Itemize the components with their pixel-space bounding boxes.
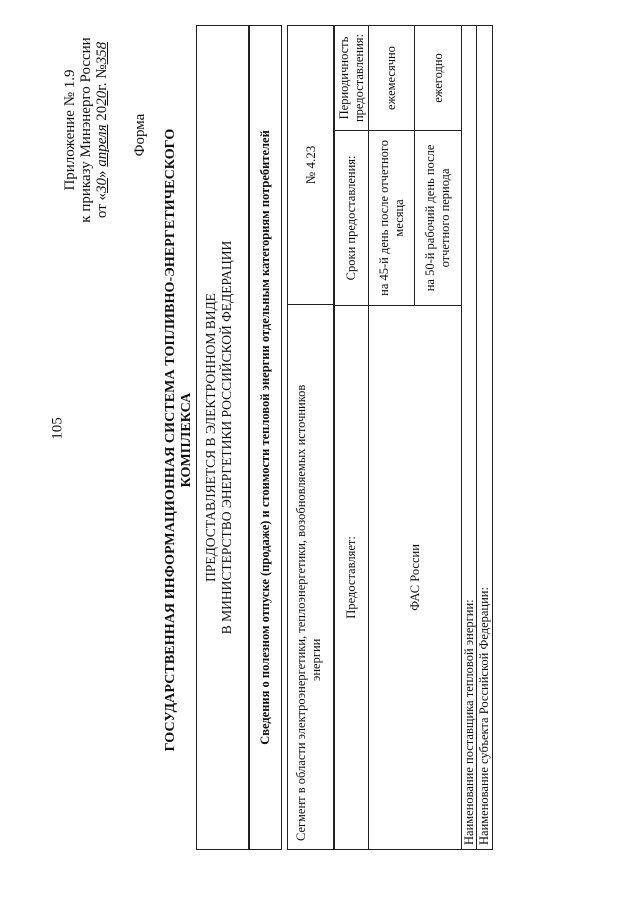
period-cell: ежегодно (415, 26, 462, 131)
header-period: Периодичность предоставления: (335, 26, 369, 131)
page-number: 105 (49, 417, 66, 440)
order-month: апреля (94, 124, 110, 167)
order-year: 20 (94, 90, 110, 106)
info-title: Сведения о полезном отпуске (продаже) и стоимости тепловой энергии отдельным категориям потребителей (258, 130, 272, 745)
table-header-row (335, 26, 369, 850)
appendix-line1: Приложение № 1.9 (62, 69, 78, 191)
period-cell: ежемесячно (369, 26, 415, 131)
submission-line1: ПРЕДОСТАВЛЯЕТСЯ В ЭЛЕКТРОННОМ ВИДЕ (203, 293, 218, 582)
segment-box (287, 25, 334, 850)
deadline-cell: на 50-й рабочий день после отчетного периода (415, 131, 462, 306)
header-provider: Предоставляет: (335, 305, 369, 849)
region-name-field: Наименование субъекта Российской Федерации: (477, 25, 493, 850)
provider-cell: ФАС России (369, 305, 462, 849)
appendix-line3: от «30» апреля 2020г. №358 (94, 41, 110, 219)
segment-label (288, 304, 333, 849)
appendix-header (62, 15, 110, 245)
supplier-fields (461, 25, 493, 850)
segment-line2: энергии (309, 638, 323, 681)
document-title: ГОСУДАРСТВЕННАЯ ИНФОРМАЦИОННАЯ СИСТЕМА ТОПЛИВНО-ЭНЕРГЕТИЧЕСКОГО КОМПЛЕКСА (163, 128, 194, 752)
header-deadline: Сроки предоставления: (335, 131, 369, 306)
order-number: 358 (94, 41, 110, 65)
info-title-box (249, 25, 282, 850)
segment-line1: Сегмент в области электроэнергетики, теплоэнергетики, возобновляемых источников (294, 384, 308, 841)
form-number: № 4.23 (302, 145, 318, 185)
schedule-table (334, 25, 462, 850)
submission-box (196, 25, 249, 850)
form-label: Форма (132, 113, 148, 157)
appendix-line2: к приказу Минэнерго России (78, 37, 94, 223)
submission-line2: В МИНИСТЕРСТВО ЭНЕРГЕТИКИ РОССИЙСКОЙ ФЕДЕРАЦИИ (219, 240, 234, 635)
table-row (369, 26, 415, 850)
deadline-cell: на 45-й день после отчетного месяца (369, 131, 415, 306)
order-day: 30 (94, 178, 110, 193)
supplier-name-field: Наименование поставщика тепловой энергии: (461, 25, 477, 850)
